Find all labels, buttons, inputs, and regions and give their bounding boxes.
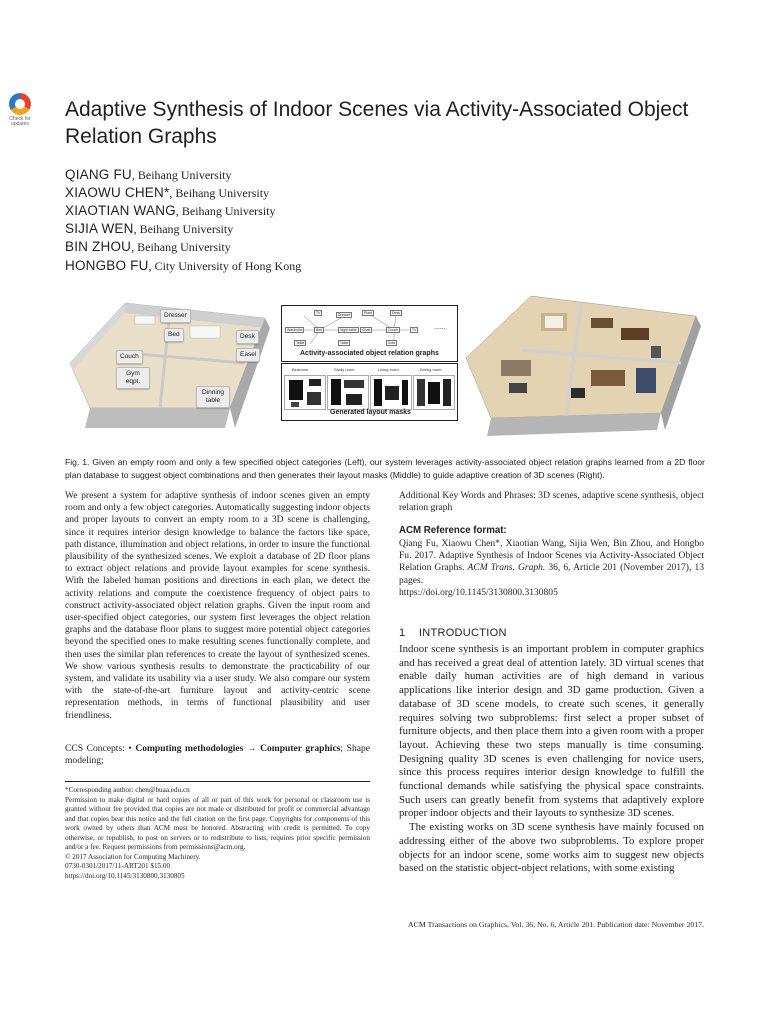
ccs-item: ; Shape modeling; <box>65 743 370 767</box>
check-for-updates-badge[interactable] <box>6 93 34 127</box>
author-affiliation: , Beihang University <box>131 240 231 254</box>
graph-node: Sofa <box>388 341 396 345</box>
ccs-bullet: • <box>128 743 132 754</box>
graph-node: Dresser <box>338 313 351 317</box>
introduction-body <box>399 643 704 876</box>
graph-node: TV <box>412 328 417 332</box>
abstract: We present a system for adaptive synthesis of indoor scenes given an empty room and only a few object categories. Automatically suggesting indoor objects and proper layouts to convert an empty room to a 3D scene is challenging, since it requires interior design knowledge to balance the factors like space, path distance, illumination and object relations, in order to insure the functional plausibility of the synthesized scenes. We exploit a database of 2D floor plans to extract object relations and provide layout examples for scene synthesis. With the labeled human positions and directions in each plan, we detect the activity relations and compute the coexistence frequency of object pairs to construct activity-associated object relation graphs. Given the input room and user-specified object categories, our system first leverages the object relation graphs and the database floor plans to suggest more potential object categories beyond the specified ones to make resulting scenes functionally complete, and then uses the similar plan references to create the layout of synthesized scenes. We show various synthesis results to demonstrate the practicability of our system, and validate its usability via a user study. We also compare our system with the state-of-the-art furniture layout and activity-centric scene representation methods, in terms of functional plausibility and user friendliness. <box>65 490 370 721</box>
graph-node: Chair <box>362 328 371 332</box>
room-label-couch: Couch <box>116 350 143 364</box>
room-label-desk: Desk <box>236 330 259 344</box>
crossmark-icon <box>9 93 31 115</box>
author-name: SIJIA WEN <box>65 221 134 236</box>
acm-ref-text: Qiang Fu, Xiaowu Chen*, Xiaotian Wang, Sijia Wen, Bin Zhou, and Hongbo Fu. 2017. Adaptive Synthesis of Indoor Scenes via Activity-Associated Object Relation Graphs. <box>399 538 704 574</box>
graph-ellipsis: ...... <box>434 324 446 331</box>
author-line <box>65 184 269 202</box>
layout-masks-panel <box>281 363 458 421</box>
furnished-room-illustration <box>461 288 703 448</box>
acm-ref-doi[interactable]: https://doi.org/10.1145/3130800.3130805 <box>399 586 558 598</box>
graph-node: Table <box>296 341 305 345</box>
graph-node: Wardrobe <box>287 328 303 332</box>
graph-node: Night table <box>340 328 357 332</box>
figure-caption: Fig. 1. Given an empty room and only a few specified object categories (Left), our system leverages activity-associated object relation graphs learned from a 2D floor plan database to suggest object combinations and then generates their layout masks (Middle) to guide adaptive creation of 3D scenes (Right). <box>65 457 705 480</box>
mask-label: Dining room <box>420 367 442 372</box>
room-label-dining: Dinning table <box>196 386 230 408</box>
ccs-item: Computing methodologies <box>135 743 244 754</box>
author-name: BIN ZHOU <box>65 239 132 254</box>
author-affiliation: , Beihang University <box>175 204 276 218</box>
room-label-easel: Easel <box>236 348 260 362</box>
author-name: XIAOWU CHEN* <box>65 185 170 200</box>
acm-ref-heading: ACM Reference format: <box>399 525 507 536</box>
mask-label: Living room <box>378 367 399 372</box>
author-name: XIAOTIAN WANG <box>65 203 176 218</box>
author-line <box>65 238 231 256</box>
acm-reference <box>399 538 704 599</box>
graph-node: Plant <box>364 311 372 315</box>
copyright-line: © 2017 Association for Computing Machinery. <box>65 852 201 861</box>
acm-ref-text: 36, 6, Article 201 (November 2017), 13 pages. <box>399 562 704 586</box>
graph-node: Desk <box>392 311 400 315</box>
author-affiliation: , Beihang University <box>169 186 270 200</box>
keywords: Additional Key Words and Phrases: 3D scenes, adaptive scene synthesis, object relation graph <box>399 490 704 514</box>
paragraph: Indoor scene synthesis is an important problem in computer graphics and has received a great deal of attention lately. 3D virtual scenes that enable daily human activities are of high demand in various applications like interior design and 3D game production. Given a database of 3D scene models, to create such scenes, it generally requires solving two subproblems: first select a proper subset of furniture objects, and then place them into a given room with a proper layout. Achieving these two steps manually is time consuming. Designing quality 3D scenes is even challenging for novice users, since this process requires interior design knowledge to fulfill the functional demands while satisfying the physical space constraints. Such users can greatly benefit from systems that adaptively explore proper indoor objects and their layouts to synthesize 3D scenes. <box>399 643 704 820</box>
room-label-gym: Gym eqpt. <box>116 367 150 389</box>
author-affiliation: , Beihang University <box>133 222 234 236</box>
author-affiliation: , Beihang University <box>131 168 232 182</box>
section-heading-introduction: 1 INTRODUCTION <box>399 627 507 639</box>
footnote-rule <box>65 781 370 782</box>
author-line <box>65 166 232 184</box>
doi-link[interactable]: https://doi.org/10.1145/3130800.3130805 <box>65 871 185 880</box>
mask-label: Bedroom <box>292 367 309 372</box>
graph-caption: Activity-associated object relation graphs <box>300 350 439 357</box>
room-label-bed: Bed <box>164 328 184 342</box>
ccs-item: Computer graphics <box>260 743 341 754</box>
author-line <box>65 257 301 275</box>
journal-footer: ACM Transactions on Graphics, Vol. 36, No. 6, Article 201. Publication date: November 2017. <box>408 920 704 929</box>
layout-mask-image <box>284 375 326 410</box>
acm-ref-journal: ACM Trans. Graph. <box>467 562 546 574</box>
ccs-arrow: → <box>246 743 257 754</box>
layout-mask-image <box>370 375 412 410</box>
issn-line: 0730-0301/2017/11-ART201 $15.00 <box>65 862 171 870</box>
footnote <box>65 786 370 881</box>
author-name: HONGBO FU <box>65 258 149 273</box>
layout-mask-image <box>327 375 369 410</box>
figure-1 <box>65 288 703 450</box>
graph-node: TV <box>316 311 321 315</box>
author-name: QIANG FU <box>65 167 132 182</box>
graph-node: Couch <box>388 328 399 332</box>
author-line <box>65 220 233 238</box>
mask-label: Study room <box>334 367 355 372</box>
room-label-dresser: Dresser <box>160 309 191 323</box>
mask-caption: Generated layout masks <box>330 409 411 416</box>
badge-text: Check for updates <box>9 116 31 127</box>
permission-notice: Permission to make digital or hard copies of all or part of this work for personal or classroom use is granted without fee provided that copies are not made or distributed for profit or commercial advantage and that copies bear this notice and the full citation on the first page. Copyrights for components of this work owned by others than ACM must be honored. Abstracting with credit is permitted. To copy otherwise, or republish, to post on servers or to redistribute to lists, requires prior specific permission and/or a fee. Request permissions from permissions@acm.org. <box>65 795 370 851</box>
ccs-concepts <box>65 743 370 767</box>
corresponding-author: *Corresponding author: chen@buaa.edu.cn <box>65 786 190 794</box>
graph-node: Table <box>340 341 349 345</box>
relation-graph-panel <box>281 305 458 362</box>
author-affiliation: , City University of Hong Kong <box>148 259 302 273</box>
layout-mask-image <box>413 375 455 410</box>
paper-title: Adaptive Synthesis of Indoor Scenes via Activity-Associated Object Relation Graphs <box>65 98 689 148</box>
graph-node: Bed <box>316 328 323 332</box>
ccs-label: CCS Concepts: <box>65 743 125 754</box>
author-line <box>65 202 276 220</box>
paragraph: The existing works on 3D scene synthesis have mainly focused on addressing either of the above two subproblems. To explore proper objects for an indoor scene, some works aim to suggest new objects based on the statistic object-object relations, with some existing <box>399 821 704 875</box>
